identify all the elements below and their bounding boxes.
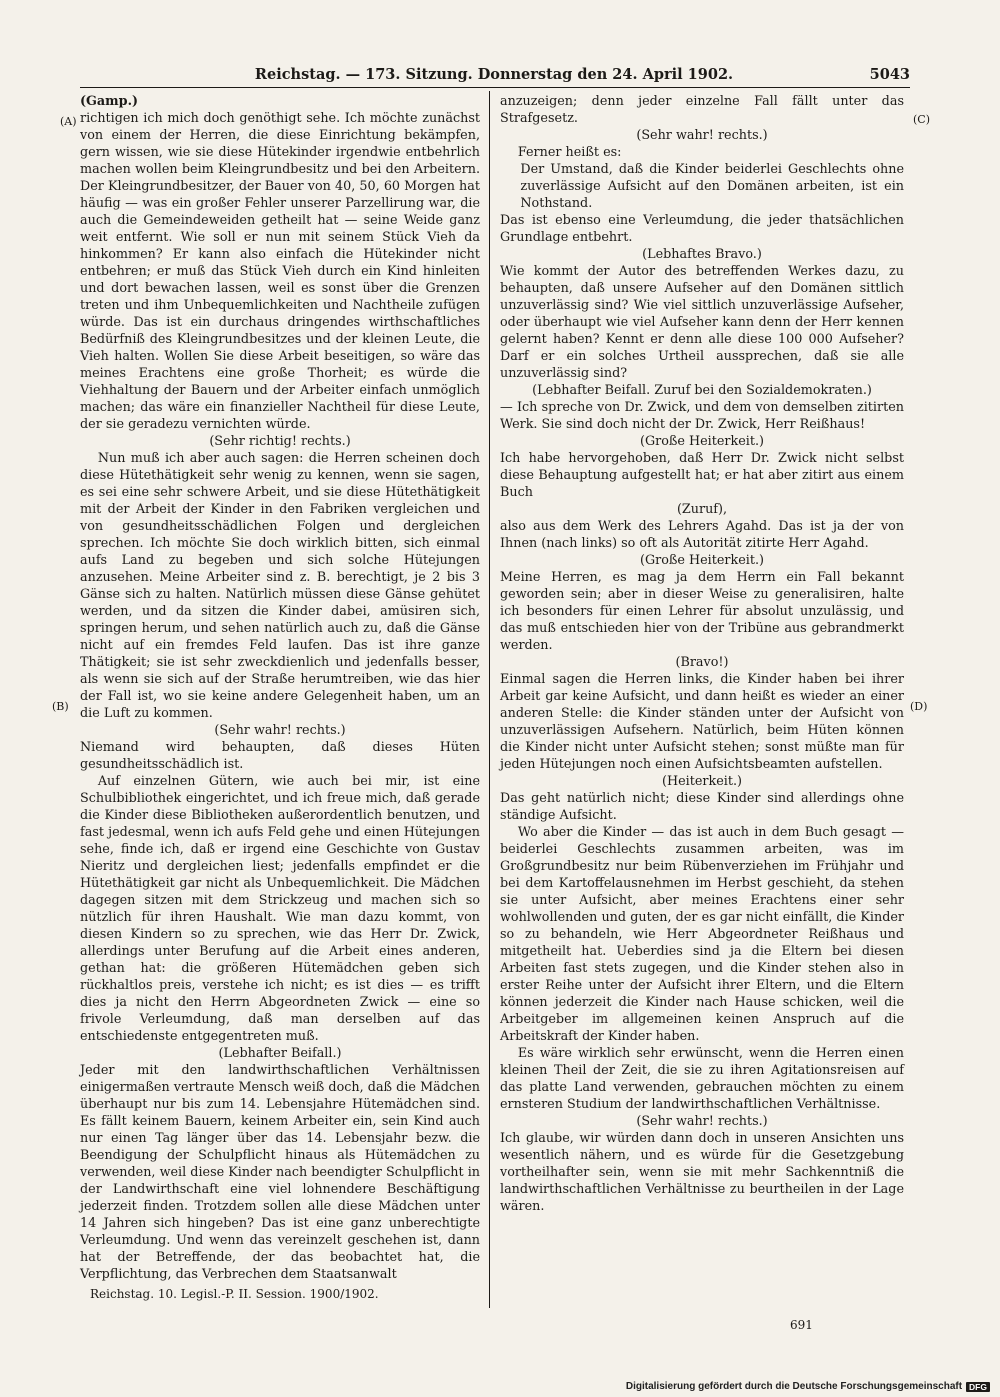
margin-marker-a: (A) [60, 115, 77, 128]
paragraph: Nun muß ich aber auch sagen: die Herren scheinen doch diese Hütethätigkeit sehr wenig zu kennen, wenn sie sagen, es sei eine sehr schwere Arbeit, und sie diese Hütethätigkeit mit der Arbeit der Kinder in den Fabriken vergleichen und von gesundheitsschädlichen Folgen und dergleichen sprechen. Ich möchte Sie doch wirklich bitten, sich einmal aufs Land zu begeben und sich solche Hütejungen anzusehen. Meine Arbeiter sind z. B. berechtigt, je 2 bis 3 Gänse sich zu halten. Natürlich müssen diese Gänse gehütet werden, und da sitzen die Kinder dabei, amüsiren sich, springen herum, und sehen natürlich auch zu, daß die Gänse nicht auf ein fremdes Feld laufen. Das ist ihre ganze Thätigkeit; sie ist sehr zweckdienlich und jedenfalls besser, als wenn sie sich auf der Straße herumtreiben, wie das hier der Fall ist, wo sie keine andere Gelegenheit haben, um an die Luft zu kommen. [80, 451, 480, 721]
interjection: (Große Heiterkeit.) [639, 553, 765, 568]
paragraph: anzuzeigen; denn jeder einzelne Fall fällt unter das Strafgesetz. [500, 94, 904, 126]
paragraph: Ich habe hervorgehoben, daß Herr Dr. Zwick nicht selbst diese Behauptung aufgestellt hat; er hat aber zitirt aus einem Buch [500, 451, 904, 500]
interjection: (Lebhafter Beifall. Zuruf bei den Sozialdemokraten.) [532, 383, 872, 398]
paragraph: Das geht natürlich nicht; diese Kinder sind allerdings ohne ständige Aufsicht. [500, 791, 904, 823]
left-column [80, 93, 480, 1283]
quotation: Der Umstand, daß die Kinder beiderlei Geschlechts ohne zuverlässige Aufsicht auf den Domänen arbeiten, ist ein Nothstand. [520, 162, 904, 211]
header-title: Reichstag. — 173. Sitzung. Donnerstag den 24. April 1902. [254, 66, 734, 83]
margin-marker-b: (B) [52, 700, 69, 713]
digitization-credit [626, 1381, 990, 1392]
interjection: (Sehr richtig! rechts.) [209, 434, 351, 449]
footer-session-line: Reichstag. 10. Legisl.-P. II. Session. 1900/1902. [90, 1287, 379, 1301]
interjection: (Bravo!) [675, 655, 729, 670]
paragraph: Auf einzelnen Gütern, wie auch bei mir, ist eine Schulbibliothek eingerichtet, und ich freue mich, daß gerade die Kinder diese Bibliotheken außerordentlich benutzen, und fast jedesmal, wenn ich aufs Feld gehe und einen Hütejungen sehe, finde ich, daß er irgend eine Geschichte von Gustav Nieritz und dergleichen liest; jedenfalls empfindet er die Hütethätigkeit gar nicht als Unbequemlichkeit. Die Mädchen dagegen sitzen mit dem Strickzeug und machen sich so nützlich für ihren Haushalt. Wie man dazu kommt, von diesen Kindern so zu sprechen, wie das Herr Dr. Zwick, allerdings unter Berufung auf die Arbeit eines anderen, gethan hat: die größeren Hütemädchen geben sich rückhaltlos preis, verstehe ich nicht; es ist dies — es trifft dies ja nicht den Herrn Abgeordneten Zwick — eine so frivole Verleumdung, daß man derselben auf das entschiedenste entgegentreten muß. [80, 774, 480, 1044]
paragraph: Meine Herren, es mag ja dem Herrn ein Fall bekannt geworden sein; aber in dieser Weise zu generalisiren, halte ich besonders für einen Lehrer für absolut unzulässig, und das muß entschieden hier von der Tribüne aus gebrandmerkt werden. [500, 570, 904, 653]
column-divider [489, 91, 490, 1308]
interjection: (Lebhafter Beifall.) [218, 1046, 342, 1061]
header-rule [80, 87, 910, 88]
paragraph: Wie kommt der Autor des betreffenden Werkes dazu, zu behaupten, daß unsere Aufseher auf den Domänen sittlich unzuverlässig sind? Wie viel sittlich unzuverlässige Aufseher, oder überhaupt wie viel Aufseher kann denn der Herr kennen gelernt haben? Kennt er denn alle diese 100 000 Aufseher? Darf er ein solches Urtheil aussprechen, daß sie alle unzuverlässig sind? [500, 264, 904, 381]
paragraph: also aus dem Werk des Lehrers Agahd. Das ist ja der von Ihnen (nach links) so oft als Autorität zitirte Herr Agahd. [500, 519, 904, 551]
margin-marker-c: (C) [913, 113, 930, 126]
paragraph: Es wäre wirklich sehr erwünscht, wenn die Herren einen kleinen Theil der Zeit, die sie zu ihren Agitationsreisen auf das platte Land verwenden, gebrauchen möchten zu einem ernsteren Studium der landwirthschaftlichen Verhältnisse. [500, 1046, 904, 1112]
right-column [500, 93, 904, 1215]
paragraph: Wo aber die Kinder — das ist auch in dem Buch gesagt — beiderlei Geschlechts zusammen arbeiten, was im Großgrundbesitz nur beim Rübenverziehen im Frühjahr und bei dem Kartoffelausnehmen im Herbst geschieht, da stehen sie unter Aufsicht, aber meines Erachtens einer sehr wohlwollenden und guten, der es gar nicht einfällt, die Kinder so zu behandeln, wie Herr Abgeordneter Reißhaus und mitgetheilt hat. Ueberdies sind ja die Eltern bei diesen Arbeiten fast stets zugegen, und die Kinder stehen also in erster Reihe unter der Aufsicht ihrer Eltern, und die Eltern können jederzeit die Kinder nach Hause schicken, weil die Arbeitgeber im allgemeinen keinen Anspruch auf die Arbeitskraft der Kinder haben. [500, 825, 904, 1044]
dfg-logo: DFG [966, 1382, 990, 1392]
paragraph: Niemand wird behaupten, daß dieses Hüten gesundheitsschädlich ist. [80, 740, 480, 772]
interjection: (Sehr wahr! rechts.) [636, 128, 768, 143]
running-header [80, 66, 908, 86]
interjection: (Zuruf), [676, 502, 728, 517]
interjection: (Heiterkeit.) [662, 774, 742, 789]
paragraph: Einmal sagen die Herren links, die Kinder haben bei ihrer Arbeit gar keine Aufsicht, und dann heißt es wieder an einer anderen Stelle: die Kinder ständen unter der Aufsicht von unzuverlässigen Aufsehern. Natürlich, beim Hüten können die Kinder nicht unter Aufsicht stehen; sonst müßte man für jeden Hütejungen noch einen Aufsichtsbeamten aufstellen. [500, 672, 904, 772]
footer-sheet-number: 691 [790, 1318, 813, 1332]
paragraph: Ich glaube, wir würden dann doch in unseren Ansichten uns wesentlich nähern, und es würde für die Gesetzgebung vortheilhafter sein, wenn sie mit mehr Sachkenntniß die landwirthschaftlichen Verhältnisse zu beurtheilen in der Lage wären. [500, 1131, 904, 1214]
interjection: (Lebhaftes Bravo.) [642, 247, 762, 262]
paragraph: Das ist ebenso eine Verleumdung, die jeder thatsächlichen Grundlage entbehrt. [500, 213, 904, 245]
interjection: (Große Heiterkeit.) [639, 434, 765, 449]
paragraph: Ferner heißt es: [517, 145, 622, 160]
paragraph: — Ich spreche von Dr. Zwick, und dem von demselben zitirten Werk. Sie sind doch nicht der Dr. Zwick, Herr Reißhaus! [500, 400, 904, 432]
interjection: (Sehr wahr! rechts.) [214, 723, 346, 738]
margin-marker-d: (D) [910, 700, 928, 713]
paragraph: Jeder mit den landwirthschaftlichen Verhältnissen einigermaßen vertraute Mensch weiß doch, daß die Mädchen überhaupt nur bis zum 14. Lebensjahre Hütemädchen sind. Es fällt keinem Bauern, keinem Arbeiter ein, sein Kind auch nur einen Tag länger über das 14. Lebensjahr bezw. die Beendigung der Schulpflicht hinaus als Hütemädchen zu verwenden, weil diese Kinder nach beendigter Schulpflicht in der Landwirthschaft eine viel lohnendere Beschäftigung jederzeit finden. Trotzdem sollen alle diese Mädchen unter 14 Jahren sich hingeben? Das ist eine ganz unberechtigte Verleumdung. Und wenn das vereinzelt geschehen ist, dann hat der Betreffende, der das beobachtet hat, die Verpflichtung, das Verbrechen dem Staatsanwalt [80, 1063, 480, 1282]
paragraph: richtigen ich mich doch genöthigt sehe. Ich möchte zunächst von einem der Herren, die diese Einrichtung bekämpfen, gern wissen, wie sie diese Hütekinder irgendwie entbehrlich machen wollen beim Kleingrundbesitz und bei den Arbeitern. Der Kleingrundbesitzer, der Bauer von 40, 50, 60 Morgen hat häufig — was ein großer Fehler unserer Parzellirung war, die auch die Gemeindeweiden getheilt hat — seine Weide ganz weit entfernt. Wie soll er nun mit seinem Stück Vieh da hinkommen? Er kann also einfach die Hütekinder nicht entbehren; er muß das Stück Vieh durch ein Kind hinleiten und dort bewachen lassen, weil es sonst über die Grenzen treten und ihm Unbequemlichkeiten und Nachtheile zufügen würde. Das ist ein durchaus dringendes wirthschaftliches Bedürfniß des Kleingrundbesitzes und der kleinen Leute, die Vieh halten. Wollen Sie diese Arbeit beseitigen, so wäre das meines Erachtens eine große Thorheit; es würde die Viehhaltung der Bauern und der Arbeiter einfach unmöglich machen; das wäre ein finanzieller Nachtheil für diese Leute, der sie geradezu vernichten würde. [80, 111, 480, 432]
speaker-name: (Gamp.) [80, 94, 139, 109]
credit-text: Digitalisierung gefördert durch die Deutsche Forschungsgemeinschaft [625, 1381, 963, 1392]
page-number: 5043 [869, 66, 910, 83]
interjection: (Sehr wahr! rechts.) [636, 1114, 768, 1129]
